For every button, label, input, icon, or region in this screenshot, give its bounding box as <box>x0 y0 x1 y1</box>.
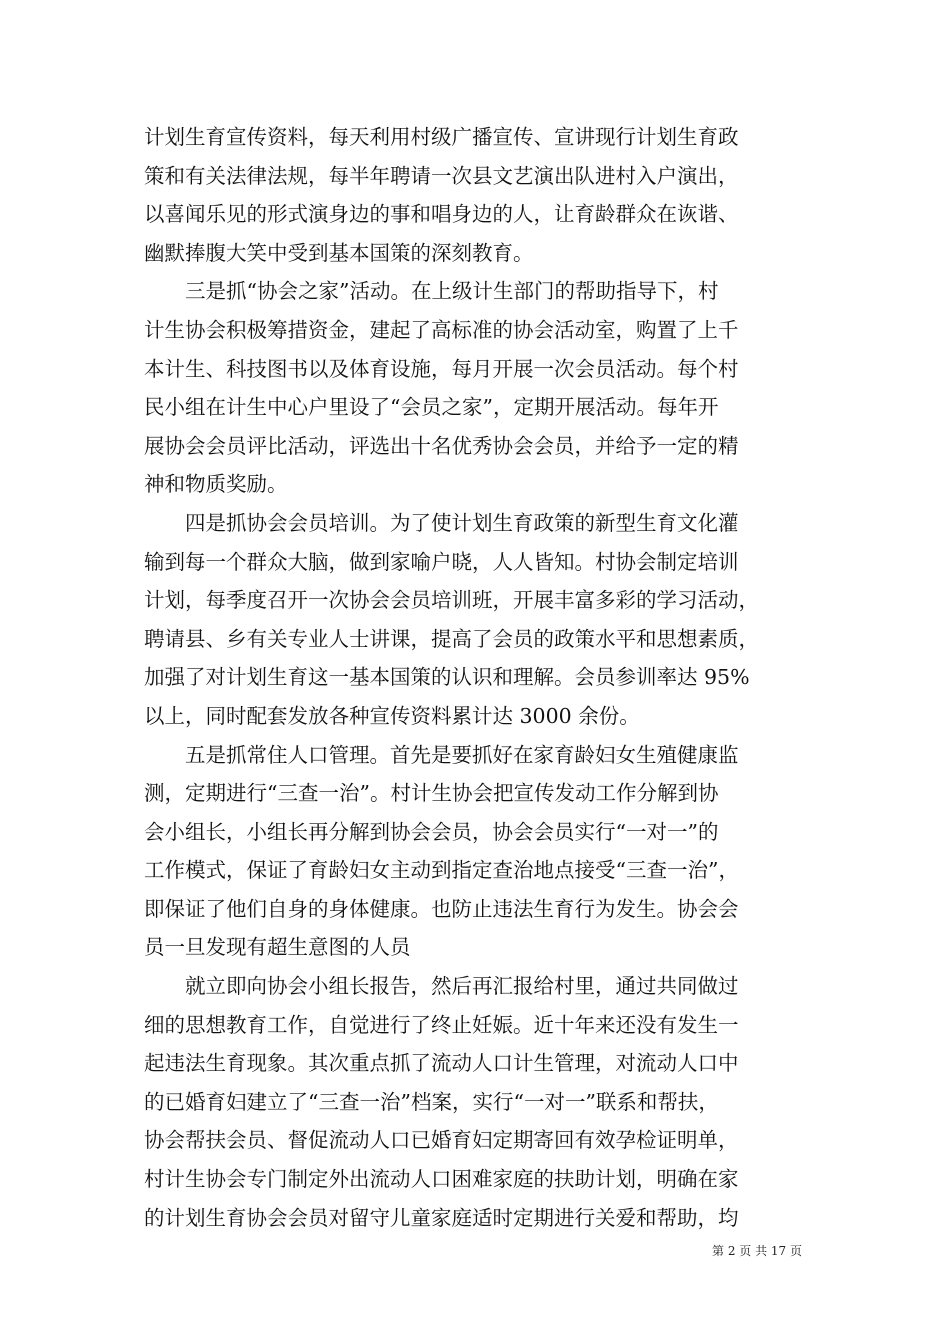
paragraph-first-line: 五是抓常住人口管理。首先是要抓好在家育龄妇女生殖健康监 <box>144 742 739 767</box>
text-line: 协会帮扶会员、督促流动人口已婚育妇定期寄回有效孕检证明单， <box>144 1128 739 1153</box>
paragraph-first-line: 四是抓协会会员培训。为了使计划生育政策的新型生育文化灌 <box>144 510 739 535</box>
text-line: 工作模式，保证了育龄妇女主动到指定查治地点接受“三查一治”， <box>144 858 739 883</box>
text-line: 本计生、科技图书以及体育设施，每月开展一次会员活动。每个村 <box>144 356 739 381</box>
text-line: 加强了对计划生育这一基本国策的认识和理解。会员参训率达 95% <box>144 665 750 690</box>
paragraph-first-line: 三是抓“协会之家”活动。在上级计生部门的帮助指导下，村 <box>144 279 719 304</box>
text-line: 聘请县、乡有关专业人士讲课，提高了会员的政策水平和思想素质， <box>144 626 759 651</box>
text-line: 员一旦发现有超生意图的人员 <box>144 935 411 960</box>
text-line: 的已婚育妇建立了“三查一治”档案，实行“一对一”联系和帮扶， <box>144 1089 719 1114</box>
text-line: 即保证了他们自身的身体健康。也防止违法生育行为发生。协会会 <box>144 896 739 921</box>
text-line: 策和有关法律法规，每半年聘请一次县文艺演出队进村入户演出， <box>144 163 739 188</box>
text-line: 起违法生育现象。其次重点抓了流动人口计生管理，对流动人口中 <box>144 1051 739 1076</box>
body-text <box>144 118 806 1237</box>
text-line: 计划生育宣传资料，每天利用村级广播宣传、宣讲现行计划生育政 <box>144 125 739 149</box>
text-line: 展协会会员评比活动，评选出十名优秀协会会员，并给予一定的精 <box>144 433 739 458</box>
paragraph-first-line: 就立即向协会小组长报告，然后再汇报给村里，通过共同做过 <box>144 974 739 999</box>
text-line: 以喜闻乐见的形式演身边的事和唱身边的人，让育龄群众在诙谐、 <box>144 202 739 227</box>
text-line: 民小组在计生中心户里设了“会员之家”，定期开展活动。每年开 <box>144 395 719 420</box>
text-line: 计生协会积极筹措资金，建起了高标准的协会活动室，购置了上千 <box>144 317 739 342</box>
text-line: 会小组长，小组长再分解到协会会员，协会会员实行“一对一”的 <box>144 819 719 844</box>
text-line: 以上，同时配套发放各种宣传资料累计达 3000 余份。 <box>144 703 640 728</box>
text-line: 细的思想教育工作，自觉进行了终止妊娠。近十年来还没有发生一 <box>144 1012 739 1037</box>
text-line: 幽默捧腹大笑中受到基本国策的深刻教育。 <box>144 240 534 265</box>
text-line: 神和物质奖励。 <box>144 472 288 497</box>
text-line: 的计划生育协会会员对留守儿童家庭适时定期进行关爱和帮助，均 <box>144 1205 739 1230</box>
text-line: 测，定期进行“三查一治”。村计生协会把宣传发动工作分解到协 <box>144 781 719 806</box>
text-line: 输到每一个群众大脑，做到家喻户晓，人人皆知。村协会制定培训 <box>144 549 739 574</box>
text-line: 计划，每季度召开一次协会会员培训班，开展丰富多彩的学习活动， <box>144 588 759 613</box>
page-number-footer: 第 2 页 共 17 页 <box>712 1244 802 1258</box>
text-line: 村计生协会专门制定外出流动人口困难家庭的扶助计划，明确在家 <box>144 1167 739 1192</box>
